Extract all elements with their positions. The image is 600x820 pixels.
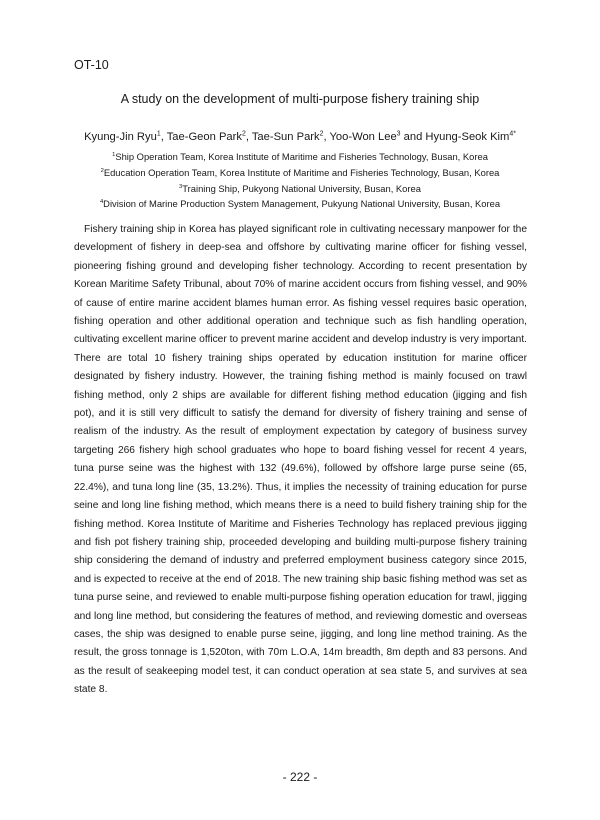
author-affiliation-mark: 4* bbox=[509, 130, 516, 138]
author-name: Yoo-Won Lee bbox=[329, 131, 397, 143]
affiliation-mark: 1 bbox=[112, 151, 116, 158]
affiliation-text: Education Operation Team, Korea Institute of Maritime and Fisheries Technology, Busan, Korea bbox=[103, 166, 500, 178]
abstract-body: Fishery training ship in Korea has played significant role in cultivating necessary manpower for the development of fishery in deep-sea and offshore by cultivating marine officer for fishing vessel, pioneering fishing ground and developing fisher technology. According to recent presentation by Korean Maritime Safety Tribunal, about 70% of marine accident occurs from fishing vessel, and 90% of cause of entire marine accident blames human error. As fishing vessel requires basic operation, fishing operation and other additional operation and technique such as fish handling operation, cultivating excellent marine officer to prevent marine accident and develop industry is very important. There are total 10 fishery training ships operated by education institution for marine officer designated by fishery industry. However, the training fishing method is mainly focused on trawl fishing method, only 2 ships are available for different fishing method education (jigging and fish pot), and it is still very difficult to satisfy the demand for diversity of fishery training and sense of realism of the industry. As the result of employment expectation by category of business survey targeting 266 fishery high school graduates who hope to board fishing vessel for recent 4 years, tuna purse seine was the highest with 132 (49.6%), followed by offshore large purse seine (65, 22.4%), and tuna long line (35, 13.2%). Thus, it implies the necessity of training education for purse seine and long line fishing method, which means there is a need to build fishery training ship for the fishing method. Korea Institute of Maritime and Fisheries Technology has replaced previous jigging and fish pot fishery training ship, proceeded developing and building multi-purpose fishery training ship considering the demand of industry and preferred employment business category since 2015, and is expected to receive at the end of 2018. The new training ship basic fishing method was set as tuna purse seine, and reviewed to enable multi-purpose fishing operation education for trawl, jigging and long line method, but considering the features of method, and reviewing domestic and overseas cases, the ship was designed to enable purse seine, jigging, and long line method training. As the result, the gross tonnage is 1,520ton, with 70m L.O.A, 14m breadth, 8m depth and 83 persons. And as the result of seakeeping model test, it can conduct operation at sea state 5, and survives at sea state 8. bbox=[74, 224, 527, 696]
affiliation-mark: 3 bbox=[179, 183, 183, 190]
author-list bbox=[0, 131, 600, 143]
author-separator: and bbox=[400, 131, 426, 143]
author-name: Tae-Sun Park bbox=[251, 131, 320, 143]
affiliation-mark: 2 bbox=[100, 167, 104, 174]
affiliation-list bbox=[0, 149, 600, 212]
affiliation bbox=[0, 196, 600, 212]
affiliation-text: Ship Operation Team, Korea Institute of Maritime and Fisheries Technology, Busan, Korea bbox=[115, 151, 488, 162]
affiliation bbox=[0, 149, 600, 165]
page-number: - 222 - bbox=[282, 770, 318, 784]
affiliation-text: Training Ship, Pukyong National University, Busan, Korea bbox=[182, 182, 421, 194]
author-affiliation-mark: 2 bbox=[241, 130, 246, 138]
author-affiliation-mark: 1 bbox=[156, 130, 161, 138]
author-affiliation-mark: 2 bbox=[319, 130, 324, 138]
paper-title: A study on the development of multi-purpose fishery training ship bbox=[120, 92, 480, 106]
author-affiliation-mark: 3 bbox=[396, 130, 401, 138]
author-name: Kyung-Jin Ryu bbox=[84, 131, 157, 143]
author-name: Tae-Geon Park bbox=[166, 131, 242, 143]
affiliation-text: Division of Marine Production System Management, Pukyung National University, Busan, Korea bbox=[103, 198, 501, 210]
author-name: Hyung-Seok Kim bbox=[425, 131, 510, 143]
affiliation bbox=[0, 181, 600, 197]
author-separator: , bbox=[245, 131, 252, 143]
affiliation-mark: 4 bbox=[99, 199, 104, 206]
author-separator: , bbox=[160, 131, 167, 143]
affiliation bbox=[0, 165, 600, 181]
author-separator: , bbox=[323, 131, 330, 143]
paper-code: OT-10 bbox=[74, 58, 109, 72]
